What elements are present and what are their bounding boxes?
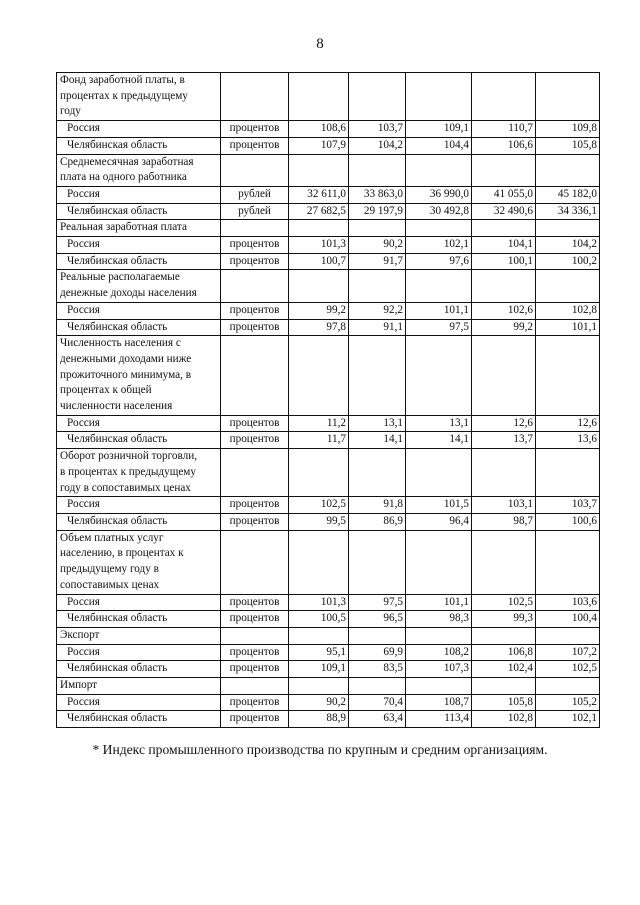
region-cell: Челябинская область [57, 611, 221, 628]
empty-cell [221, 154, 289, 186]
value-cell: 99,2 [472, 319, 536, 336]
empty-cell [536, 154, 600, 186]
empty-cell [221, 627, 289, 644]
empty-cell [289, 73, 349, 121]
region-cell: Россия [57, 186, 221, 203]
value-cell: 109,1 [406, 121, 472, 138]
empty-cell [289, 678, 349, 695]
section-title-line: процентах к общей [60, 384, 152, 397]
section-title-line: году [60, 105, 81, 118]
value-cell: 90,2 [289, 694, 349, 711]
value-cell: 104,2 [536, 237, 600, 254]
unit-cell: процентов [221, 694, 289, 711]
unit-cell: процентов [221, 237, 289, 254]
value-cell: 95,1 [289, 644, 349, 661]
table-row [57, 203, 600, 220]
table-row [57, 253, 600, 270]
footnote: * Индекс промышленного производства по крупным и средним организациям. [92, 742, 548, 757]
section-title [57, 336, 221, 416]
empty-cell [289, 270, 349, 302]
value-cell: 12,6 [472, 415, 536, 432]
empty-cell [349, 154, 406, 186]
empty-cell [406, 530, 472, 594]
region-cell: Челябинская область [57, 513, 221, 530]
unit-cell: рублей [221, 203, 289, 220]
empty-cell [221, 336, 289, 416]
empty-cell [406, 270, 472, 302]
empty-cell [472, 530, 536, 594]
section-title-line: Реальные располагаемые [60, 271, 180, 284]
value-cell: 30 492,8 [406, 203, 472, 220]
region-cell: Челябинская область [57, 432, 221, 449]
section-title [57, 154, 221, 186]
value-cell: 99,3 [472, 611, 536, 628]
section-title-line: году в сопоставимых ценах [60, 481, 191, 494]
value-cell: 96,4 [406, 513, 472, 530]
section-header-row [57, 336, 600, 416]
section-title-line: Оборот розничной торговли, [60, 450, 197, 463]
empty-cell [536, 336, 600, 416]
value-cell: 102,5 [289, 497, 349, 514]
value-cell: 63,4 [349, 711, 406, 728]
empty-cell [349, 530, 406, 594]
empty-cell [406, 154, 472, 186]
empty-cell [472, 449, 536, 497]
unit-cell: процентов [221, 137, 289, 154]
value-cell: 97,5 [349, 594, 406, 611]
region-cell: Россия [57, 415, 221, 432]
value-cell: 113,4 [406, 711, 472, 728]
unit-cell: процентов [221, 253, 289, 270]
value-cell: 100,7 [289, 253, 349, 270]
table-row [57, 121, 600, 138]
empty-cell [536, 220, 600, 237]
value-cell: 96,5 [349, 611, 406, 628]
value-cell: 105,8 [536, 137, 600, 154]
empty-cell [472, 270, 536, 302]
section-title-line: денежные доходы населения [60, 287, 197, 300]
table-row [57, 137, 600, 154]
section-title-line: в процентах к предыдущему [60, 465, 196, 478]
value-cell: 104,2 [349, 137, 406, 154]
value-cell: 107,9 [289, 137, 349, 154]
empty-cell [289, 154, 349, 186]
empty-cell [349, 678, 406, 695]
value-cell: 97,5 [406, 319, 472, 336]
value-cell: 100,2 [536, 253, 600, 270]
region-cell: Челябинская область [57, 253, 221, 270]
section-title-line: плата на одного работника [60, 171, 187, 184]
value-cell: 98,3 [406, 611, 472, 628]
value-cell: 108,6 [289, 121, 349, 138]
empty-cell [349, 449, 406, 497]
empty-cell [349, 220, 406, 237]
section-title-line: Фонд заработной платы, в [60, 74, 185, 86]
section-title-line: предыдущему году в [60, 563, 159, 576]
empty-cell [289, 336, 349, 416]
value-cell: 33 863,0 [349, 186, 406, 203]
value-cell: 88,9 [289, 711, 349, 728]
value-cell: 32 611,0 [289, 186, 349, 203]
empty-cell [289, 627, 349, 644]
empty-cell [221, 449, 289, 497]
value-cell: 13,1 [406, 415, 472, 432]
table-row [57, 497, 600, 514]
value-cell: 11,2 [289, 415, 349, 432]
unit-cell: процентов [221, 711, 289, 728]
unit-cell: процентов [221, 302, 289, 319]
empty-cell [221, 530, 289, 594]
value-cell: 106,6 [472, 137, 536, 154]
region-cell: Челябинская область [57, 711, 221, 728]
value-cell: 106,8 [472, 644, 536, 661]
value-cell: 100,4 [536, 611, 600, 628]
unit-cell: процентов [221, 513, 289, 530]
unit-cell: процентов [221, 432, 289, 449]
table-row [57, 513, 600, 530]
table-row [57, 694, 600, 711]
empty-cell [221, 73, 289, 121]
value-cell: 29 197,9 [349, 203, 406, 220]
unit-cell: процентов [221, 644, 289, 661]
empty-cell [289, 449, 349, 497]
empty-cell [472, 154, 536, 186]
value-cell: 83,5 [349, 661, 406, 678]
empty-cell [406, 678, 472, 695]
page-number: 8 [316, 36, 324, 52]
section-header-row [57, 154, 600, 186]
value-cell: 14,1 [349, 432, 406, 449]
value-cell: 32 490,6 [472, 203, 536, 220]
section-title [57, 73, 221, 121]
value-cell: 105,8 [472, 694, 536, 711]
empty-cell [289, 220, 349, 237]
value-cell: 103,6 [536, 594, 600, 611]
value-cell: 102,5 [536, 661, 600, 678]
value-cell: 34 336,1 [536, 203, 600, 220]
value-cell: 100,5 [289, 611, 349, 628]
value-cell: 102,1 [406, 237, 472, 254]
empty-cell [472, 627, 536, 644]
empty-cell [536, 270, 600, 302]
value-cell: 14,1 [406, 432, 472, 449]
section-title [57, 530, 221, 594]
empty-cell [406, 336, 472, 416]
section-title-line: сопоставимых ценах [60, 578, 160, 591]
empty-cell [472, 336, 536, 416]
unit-cell: процентов [221, 319, 289, 336]
table-row [57, 432, 600, 449]
value-cell: 41 055,0 [472, 186, 536, 203]
unit-cell: процентов [221, 611, 289, 628]
value-cell: 102,4 [472, 661, 536, 678]
section-header-row [57, 220, 600, 237]
value-cell: 99,2 [289, 302, 349, 319]
unit-cell: процентов [221, 594, 289, 611]
empty-cell [349, 336, 406, 416]
value-cell: 108,2 [406, 644, 472, 661]
unit-cell: процентов [221, 121, 289, 138]
value-cell: 45 182,0 [536, 186, 600, 203]
value-cell: 101,3 [289, 237, 349, 254]
empty-cell [349, 627, 406, 644]
region-cell: Россия [57, 302, 221, 319]
table-row [57, 319, 600, 336]
empty-cell [406, 449, 472, 497]
table-row [57, 302, 600, 319]
section-header-row [57, 627, 600, 644]
section-title-line: прожиточного минимума, в [60, 368, 191, 381]
section-title-line: Объем платных услуг [60, 531, 164, 544]
section-title-line: Численность населения с [60, 337, 181, 350]
value-cell: 90,2 [349, 237, 406, 254]
region-cell: Россия [57, 644, 221, 661]
section-title-line: численности населения [60, 400, 173, 413]
value-cell: 91,1 [349, 319, 406, 336]
section-title-line: Экспорт [60, 628, 100, 641]
value-cell: 97,6 [406, 253, 472, 270]
value-cell: 69,9 [349, 644, 406, 661]
section-title [57, 270, 221, 302]
empty-cell [289, 530, 349, 594]
value-cell: 11,7 [289, 432, 349, 449]
region-cell: Россия [57, 594, 221, 611]
table-row [57, 237, 600, 254]
empty-cell [536, 678, 600, 695]
value-cell: 108,7 [406, 694, 472, 711]
empty-cell [536, 449, 600, 497]
value-cell: 86,9 [349, 513, 406, 530]
value-cell: 102,8 [472, 711, 536, 728]
region-cell: Россия [57, 694, 221, 711]
empty-cell [406, 627, 472, 644]
table-row [57, 186, 600, 203]
region-cell: Россия [57, 237, 221, 254]
value-cell: 13,6 [536, 432, 600, 449]
value-cell: 101,1 [536, 319, 600, 336]
empty-cell [221, 220, 289, 237]
value-cell: 103,1 [472, 497, 536, 514]
section-header-row [57, 530, 600, 594]
empty-cell [406, 73, 472, 121]
table-row [57, 661, 600, 678]
value-cell: 101,3 [289, 594, 349, 611]
indicators-table [56, 72, 600, 728]
section-title [57, 627, 221, 644]
value-cell: 98,7 [472, 513, 536, 530]
value-cell: 102,8 [536, 302, 600, 319]
value-cell: 99,5 [289, 513, 349, 530]
section-header-row [57, 73, 600, 121]
section-title-line: населению, в процентах к [60, 547, 184, 560]
value-cell: 101,1 [406, 594, 472, 611]
value-cell: 91,7 [349, 253, 406, 270]
table-row [57, 644, 600, 661]
value-cell: 109,8 [536, 121, 600, 138]
value-cell: 70,4 [349, 694, 406, 711]
section-title-line: Реальная заработная плата [60, 221, 187, 234]
value-cell: 103,7 [349, 121, 406, 138]
value-cell: 104,4 [406, 137, 472, 154]
value-cell: 91,8 [349, 497, 406, 514]
section-title-line: Среднемесячная заработная [60, 155, 194, 168]
section-title [57, 449, 221, 497]
region-cell: Челябинская область [57, 203, 221, 220]
value-cell: 102,6 [472, 302, 536, 319]
empty-cell [536, 73, 600, 121]
value-cell: 101,1 [406, 302, 472, 319]
empty-cell [406, 220, 472, 237]
value-cell: 92,2 [349, 302, 406, 319]
value-cell: 110,7 [472, 121, 536, 138]
value-cell: 97,8 [289, 319, 349, 336]
value-cell: 107,2 [536, 644, 600, 661]
table-row [57, 611, 600, 628]
empty-cell [472, 73, 536, 121]
table-row [57, 711, 600, 728]
empty-cell [536, 530, 600, 594]
section-header-row [57, 678, 600, 695]
unit-cell: рублей [221, 186, 289, 203]
empty-cell [221, 270, 289, 302]
empty-cell [349, 73, 406, 121]
region-cell: Челябинская область [57, 661, 221, 678]
value-cell: 101,5 [406, 497, 472, 514]
value-cell: 100,6 [536, 513, 600, 530]
value-cell: 13,7 [472, 432, 536, 449]
value-cell: 36 990,0 [406, 186, 472, 203]
region-cell: Челябинская область [57, 319, 221, 336]
value-cell: 105,2 [536, 694, 600, 711]
value-cell: 12,6 [536, 415, 600, 432]
empty-cell [472, 678, 536, 695]
value-cell: 103,7 [536, 497, 600, 514]
unit-cell: процентов [221, 415, 289, 432]
empty-cell [349, 270, 406, 302]
value-cell: 102,5 [472, 594, 536, 611]
region-cell: Россия [57, 497, 221, 514]
table-row [57, 594, 600, 611]
value-cell: 109,1 [289, 661, 349, 678]
empty-cell [536, 627, 600, 644]
value-cell: 100,1 [472, 253, 536, 270]
region-cell: Россия [57, 121, 221, 138]
value-cell: 27 682,5 [289, 203, 349, 220]
value-cell: 107,3 [406, 661, 472, 678]
value-cell: 104,1 [472, 237, 536, 254]
empty-cell [221, 678, 289, 695]
section-header-row [57, 270, 600, 302]
region-cell: Челябинская область [57, 137, 221, 154]
section-title [57, 220, 221, 237]
value-cell: 102,1 [536, 711, 600, 728]
value-cell: 13,1 [349, 415, 406, 432]
section-title-line: Импорт [60, 679, 98, 692]
section-header-row [57, 449, 600, 497]
empty-cell [472, 220, 536, 237]
section-title [57, 678, 221, 695]
section-title-line: процентах к предыдущему [60, 89, 188, 102]
table-row [57, 415, 600, 432]
unit-cell: процентов [221, 497, 289, 514]
unit-cell: процентов [221, 661, 289, 678]
section-title-line: денежными доходами ниже [60, 352, 192, 365]
